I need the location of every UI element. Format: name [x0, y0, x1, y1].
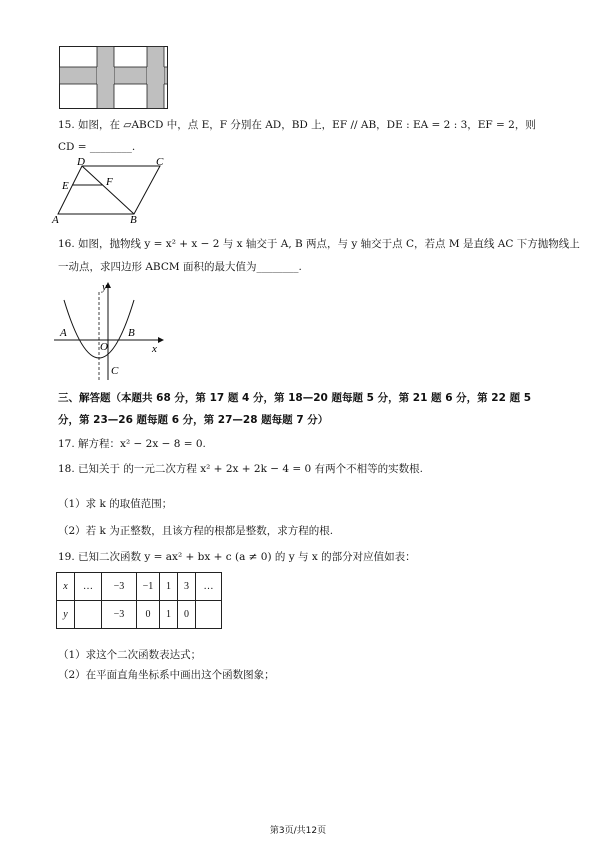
section3-heading-line1: 三、解答题（本题共 68 分，第 17 题 4 分，第 18—20 题每题 5 分，第 21 题 6 分，第 22 题 5: [58, 392, 532, 404]
table-cell: 1: [160, 601, 178, 629]
q19-part1: （1）求这个二次函数表达式；: [58, 649, 202, 661]
table-cell: 3: [178, 573, 196, 601]
label-B: B: [130, 214, 137, 226]
table-cell: −1: [137, 573, 160, 601]
section3-heading-line2: 分，第 23—26 题每题 6 分，第 27—28 题每题 7 分）: [58, 414, 329, 426]
q16-text-line1: 16. 如图，抛物线 y = x² + x − 2 与 x 轴交于 A, B 两点，与 y 轴交于点 C，若点 M 是直线 AC 下方抛物线上: [58, 238, 580, 250]
table-cell: [196, 601, 222, 629]
page-footer: 第3页/共12页: [269, 826, 327, 836]
value-table: [56, 572, 222, 629]
q19-stem: 19. 已知二次函数 y = ax² + bx + c (a ≠ 0) 的 y 与 x 的部分对应值如表：: [58, 551, 416, 563]
axis-label-x: x: [152, 343, 157, 355]
label-D: D: [77, 156, 85, 168]
q18-part2: （2）若 k 为正整数，且该方程的根都是整数，求方程的根.: [58, 525, 334, 537]
table-row-y: [57, 601, 222, 629]
table-cell: 1: [160, 573, 178, 601]
q15-text-line2: CD = ________.: [58, 141, 136, 153]
label-F: F: [106, 176, 113, 188]
q18-stem: 18. 已知关于 的一元二次方程 x² + 2x + 2k − 4 = 0 有两个不相等的实数根.: [58, 463, 423, 475]
table-cell: −3: [102, 601, 137, 629]
label-C: C: [156, 156, 164, 168]
q17-text: 17. 解方程：x² − 2x − 8 = 0.: [58, 438, 206, 450]
label-E: E: [62, 180, 69, 192]
table-cell: −3: [102, 573, 137, 601]
label-A: A: [60, 327, 67, 339]
label-C: C: [111, 365, 119, 377]
parabola-figure: [50, 280, 170, 385]
parallelogram-figure: [50, 156, 180, 226]
label-B: B: [128, 327, 135, 339]
label-A: A: [52, 214, 59, 226]
table-cell: 0: [178, 601, 196, 629]
table-cell: 0: [137, 601, 160, 629]
q15-text-line1: 15. 如图，在 ▱ABCD 中，点 E，F 分别在 AD，BD 上，EF // AB，DE : EA = 2 : 3，EF = 2，则: [58, 119, 536, 131]
table-cell: …: [196, 573, 222, 601]
table-cell: [75, 601, 102, 629]
table-cell: x: [57, 573, 75, 601]
axis-label-y: y: [102, 281, 107, 293]
q18-part1: （1）求 k 的取值范围；: [58, 498, 173, 510]
table-cell: y: [57, 601, 75, 629]
q16-text-line2: 一动点，求四边形 ABCM 面积的最大值为________.: [58, 261, 302, 273]
label-O: O: [100, 341, 108, 353]
cross-figure: [59, 46, 169, 110]
q19-part2: （2）在平面直角坐标系中画出这个函数图象；: [58, 669, 275, 681]
table-row-x: [57, 573, 222, 601]
table-cell: …: [75, 573, 102, 601]
